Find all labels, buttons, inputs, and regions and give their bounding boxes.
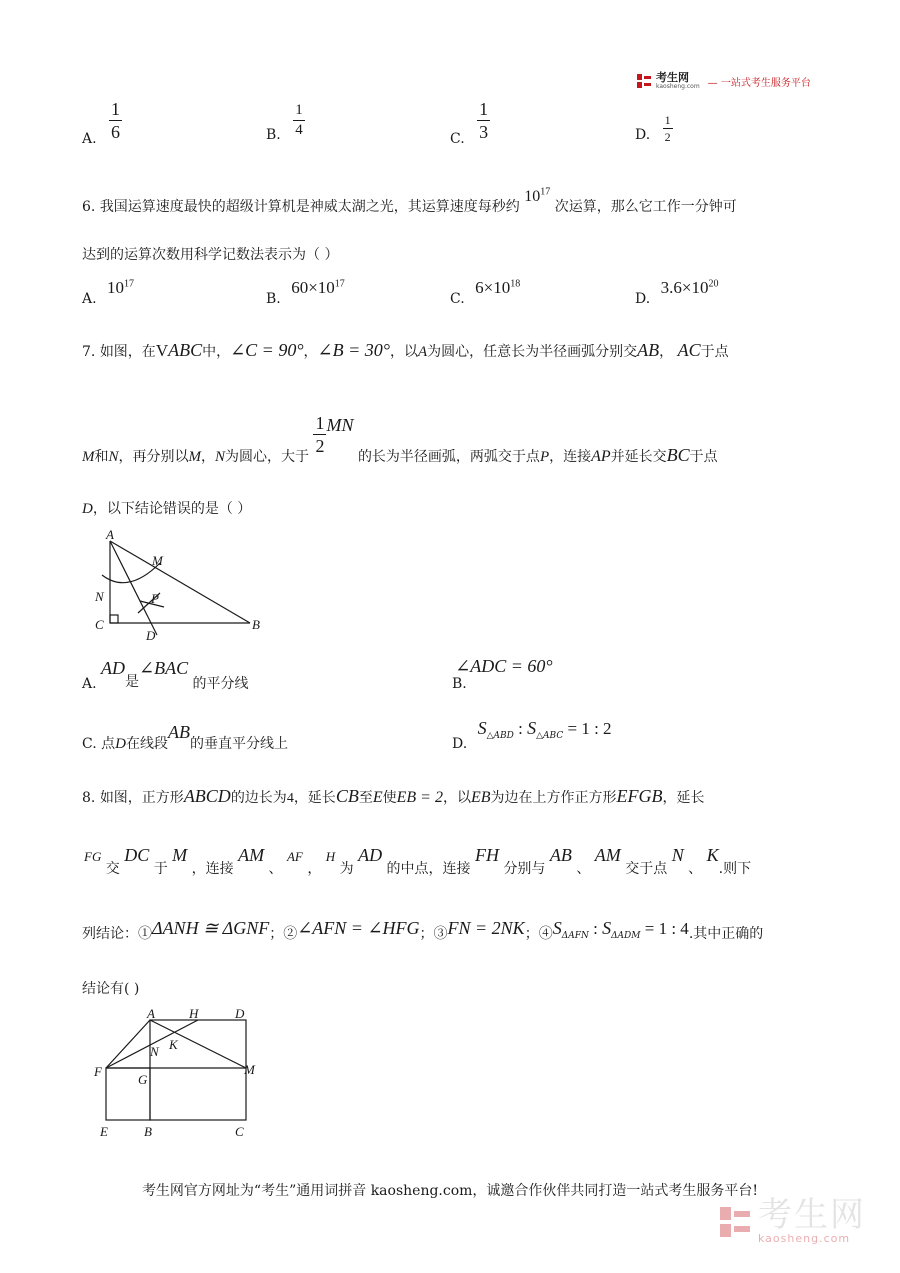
q8-line-2: FG 交 DC 于 M ，连接 AM 、 AF ， H 为 AD 的中点，连接 FH 分别与 AB 、 AM 交于点 N 、 K.则下: [84, 845, 752, 877]
q6-line-2: 达到的运算次数用科学记数法表示为（ ）: [82, 247, 339, 263]
q8-label-F: F: [94, 1064, 102, 1079]
q6-option-a: A. $10^{17}$: [82, 278, 135, 307]
header-logo: [636, 72, 811, 90]
q7-option-d: D. $S_{\triangle ABD}$ : $S_{\triangle ABC} = 1$ : 2: [452, 718, 612, 752]
q7-label-B: B: [252, 617, 260, 632]
q5-option-d: D. $\frac{1}{2}$: [635, 113, 671, 144]
q7-label-C: C: [95, 617, 104, 632]
logo-name: 考生网: [656, 71, 689, 84]
q7-label-D: D: [146, 628, 156, 643]
q5-option-b: B. $\frac{1}{4}$: [266, 102, 303, 143]
q6-option-c: C. $6\times 10^{18}$: [450, 278, 521, 307]
q7-triangle-figure: [88, 527, 273, 645]
q8-label-G: G: [138, 1072, 148, 1087]
q8-label-D: D: [235, 1006, 245, 1021]
q8-label-B: B: [144, 1124, 152, 1139]
q7-option-b: B. ∠ADC = 60°: [452, 656, 553, 692]
q6-option-b: B. $60\times 10^{17}$: [266, 278, 345, 307]
footer-text: 考生网官方网址为“考生”通用词拼音 kaosheng.com，诚邀合作伙伴共同打造一站式考生服务平台!: [141, 1183, 759, 1199]
q5-option-c: C. $\frac{1}{3}$: [450, 99, 489, 147]
q8-line-4: 结论有( ): [82, 981, 140, 997]
q7-label-M: M: [152, 553, 163, 568]
watermark-name: 考生网: [758, 1195, 866, 1235]
q7-label-P: P: [151, 591, 159, 606]
q7-option-c: C. 点D在线段AB的垂直平分线上: [82, 722, 288, 752]
q8-label-K: K: [169, 1037, 178, 1052]
q7-option-a: A. AD是∠BAC 的平分线: [82, 658, 249, 692]
q6-option-d: D. $3.6\times 10^{20}$: [635, 278, 719, 307]
watermark-domain: kaosheng.com: [758, 1232, 851, 1245]
logo-domain: kaosheng.com: [656, 83, 700, 90]
watermark: [718, 1195, 866, 1245]
q8-label-C: C: [235, 1124, 244, 1139]
q7-line-2: M和N，再分别以M，N为圆心，大于 $\frac{1}{2}$ MN 的长为半径画弧，两弧交于点P，连接AP并延长交BC于点: [82, 413, 718, 465]
q8-label-A: A: [147, 1006, 155, 1021]
q8-line-1: 8. 如图，正方形ABCD的边长为4，延长CB至E使EB = 2，以EB为边在上方作正方形EFGB，延长: [82, 786, 705, 806]
kaosheng-logo-icon: [636, 73, 652, 89]
q8-line-3: 列结论：①ΔANH ≅ ΔGNF；②∠AFN = ∠HFG；③FN = 2NK；$④S_{\Delta AFN}$ : $S_{\Delta ADM} = 1$ : 4.其中正确的: [82, 918, 764, 942]
q7-label-N: N: [95, 589, 104, 604]
q7-label-A: A: [106, 527, 114, 542]
q5-option-a: A. $\frac{1}{6}$: [82, 99, 121, 147]
q6-line-1: 6. 我国运算速度最快的超级计算机是神威太湖之光，其运算速度每秒约 $10^{17}$ 次运算，那么它工作一分钟可: [82, 186, 737, 215]
watermark-logo-icon: [718, 1205, 752, 1239]
q8-label-N: N: [150, 1044, 159, 1059]
q8-squares-figure: [92, 1006, 267, 1141]
q8-label-M: M: [244, 1062, 255, 1077]
q7-line-1: 7. 如图，在VABC中，∠C = 90°，∠B = 30°，以A为圆心，任意长为半径画弧分别交AB， AC于点: [82, 340, 729, 360]
q8-label-E: E: [100, 1124, 108, 1139]
q7-line-3: D，以下结论错误的是（ ）: [82, 501, 252, 517]
q8-label-H: H: [189, 1006, 199, 1021]
logo-slogan: — 一站式考生服务平台: [707, 77, 811, 89]
